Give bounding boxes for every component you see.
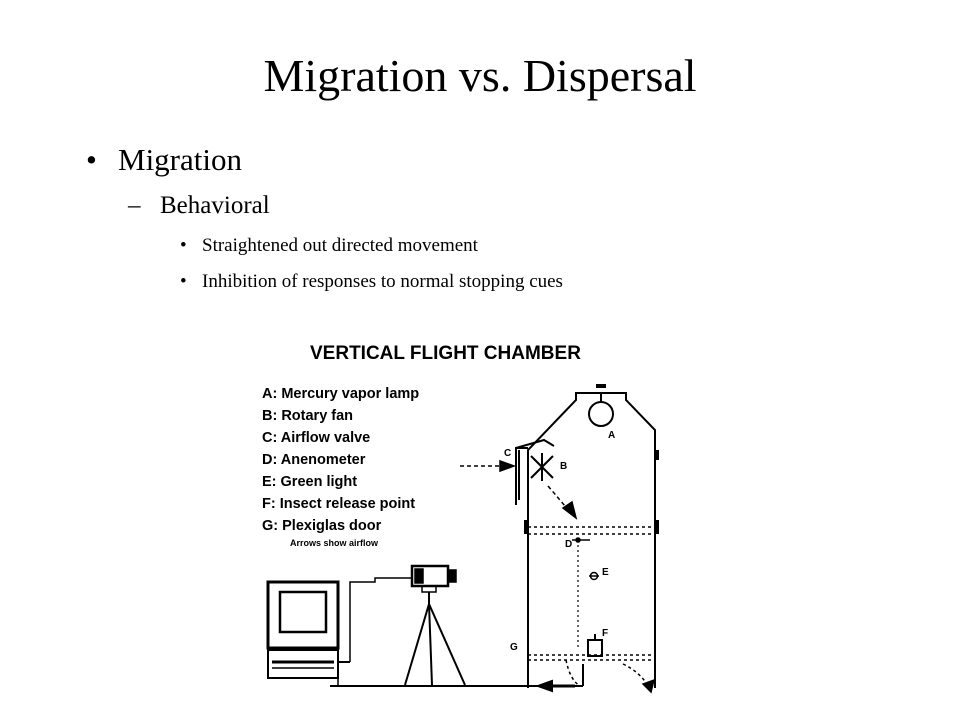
green-light-icon <box>589 573 599 580</box>
slide-title: Migration vs. Dispersal <box>263 50 697 101</box>
subbullet-text: Behavioral <box>160 192 270 219</box>
label-b: B <box>560 461 568 472</box>
legend-item-g: G: Plexiglas door <box>262 518 382 534</box>
label-d: D <box>565 539 573 550</box>
label-e: E <box>602 567 609 578</box>
label-c: C <box>504 448 512 459</box>
rotary-fan-icon <box>531 453 553 481</box>
figure-legend <box>262 386 419 548</box>
tripod-icon <box>405 592 465 685</box>
legend-item-e: E: Green light <box>262 474 358 490</box>
subbullet-marker: – <box>128 192 141 219</box>
label-a: A <box>608 430 616 441</box>
legend-item-c: C: Airflow valve <box>262 430 371 446</box>
release-point-icon <box>588 634 602 656</box>
bullet-marker: • <box>86 142 97 177</box>
legend-item-d: D: Anenometer <box>262 452 366 468</box>
figure-title: VERTICAL FLIGHT CHAMBER <box>310 343 581 364</box>
anenometer-icon <box>572 538 590 542</box>
legend-item-f: F: Insect release point <box>262 496 416 512</box>
flight-chamber <box>526 386 657 688</box>
label-g: G <box>510 642 518 653</box>
bullet-text: Migration <box>118 142 242 177</box>
airflow-arrow-icon <box>460 461 654 692</box>
mercury-lamp-icon <box>589 393 613 426</box>
computer-monitor-icon <box>268 582 350 678</box>
legend-item-b: B: Rotary fan <box>262 408 354 424</box>
label-f: F <box>602 628 609 639</box>
detail-bullet-text: Straightened out directed movement <box>202 235 478 256</box>
detail-bullet-marker: • <box>180 271 187 292</box>
camera-cable <box>338 578 412 686</box>
detail-bullet-text: Inhibition of responses to normal stopping cues <box>202 271 563 292</box>
legend-note: Arrows show airflow <box>290 538 379 548</box>
legend-item-a: A: Mercury vapor lamp <box>262 386 420 402</box>
video-camera-icon <box>412 566 456 592</box>
detail-bullet-marker: • <box>180 235 187 256</box>
